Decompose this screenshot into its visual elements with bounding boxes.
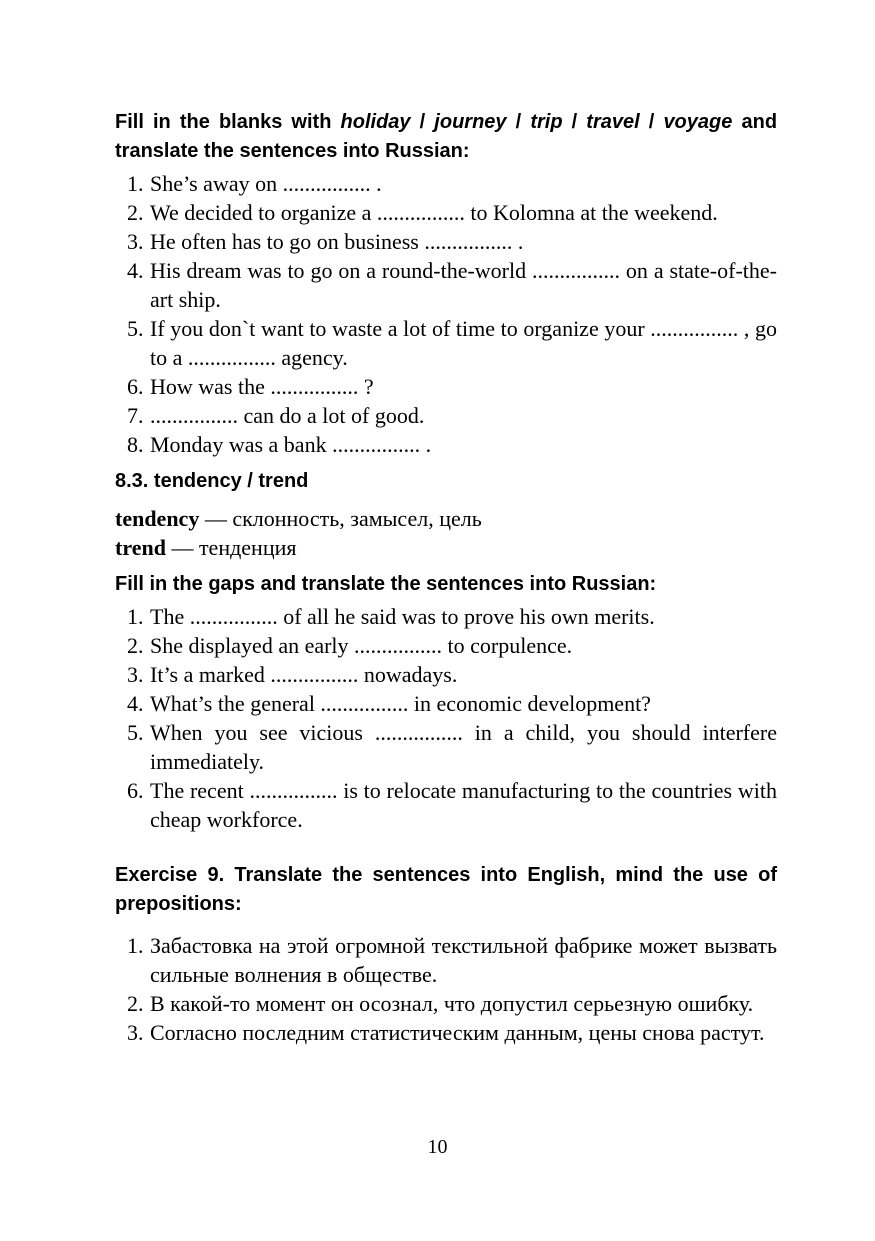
list-item: 2. She displayed an early ................ to corpulence. bbox=[127, 633, 573, 658]
list-item: 1. Забастовка на этой огромной текстильной фабрике может вызвать сильные волнения в обществе. bbox=[127, 933, 777, 987]
definition-trend: trend — тенденция bbox=[115, 535, 297, 560]
list-item: 6. How was the ................ ? bbox=[127, 374, 374, 399]
exercise-9-heading: Exercise 9. Translate the sentences into English, mind the use of prepositions: bbox=[115, 864, 777, 915]
list-item: 1. The ................ of all he said was to prove his own merits. bbox=[127, 604, 655, 629]
definitions bbox=[115, 504, 777, 562]
list-item: 5. If you don`t want to waste a lot of time to organize your ................ , go to a ................ agency. bbox=[127, 316, 777, 370]
word-travel: travel bbox=[586, 111, 640, 133]
list-item: 3. It’s a marked ................ nowadays. bbox=[127, 662, 458, 687]
list-item: 4. What’s the general ................ in economic development? bbox=[127, 691, 651, 716]
section-title-tendency-trend: 8.3. tendency / trend bbox=[115, 470, 309, 492]
word-journey: journey bbox=[434, 111, 507, 133]
holiday-sentences-list bbox=[115, 169, 777, 459]
list-item: 4. His dream was to go on a round-the-world ................ on a state-of-the-art ship. bbox=[127, 258, 777, 312]
exercise-heading-gaps: Fill in the gaps and translate the sentences into Russian: bbox=[115, 573, 657, 595]
tendency-sentences-list bbox=[115, 602, 777, 834]
list-item: 5. When you see vicious ................ in a child, you should interfere immediately. bbox=[127, 720, 777, 774]
definition-tendency: tendency — склонность, замысел, цель bbox=[115, 506, 482, 531]
list-item: 2. В какой-то момент он осознал, что допустил серьезную ошибку. bbox=[127, 991, 754, 1016]
list-item: 8. Monday was a bank ................ . bbox=[127, 432, 432, 457]
word-holiday: holiday bbox=[340, 111, 411, 133]
list-item: 7. ................ can do a lot of good. bbox=[127, 403, 425, 428]
document-page bbox=[115, 108, 777, 1047]
exercise-heading-holiday-journey: Fill in the blanks with holiday / journey / trip / travel / voyage and translate the sentences into Russian: bbox=[115, 111, 778, 162]
exercise-9-list bbox=[115, 931, 777, 1047]
word-trip: trip bbox=[530, 111, 563, 133]
list-item: 1. She’s away on ................ . bbox=[127, 171, 382, 196]
list-item: 2. We decided to organize a ................ to Kolomna at the weekend. bbox=[127, 200, 718, 225]
list-item: 3. Согласно последним статистическим данным, цены снова растут. bbox=[127, 1020, 765, 1045]
list-item: 6. The recent ................ is to relocate manufacturing to the countries with cheap workforce. bbox=[127, 778, 777, 832]
word-voyage: voyage bbox=[663, 111, 733, 133]
list-item: 3. He often has to go on business ................ . bbox=[127, 229, 524, 254]
page-number: 10 bbox=[427, 1136, 448, 1158]
